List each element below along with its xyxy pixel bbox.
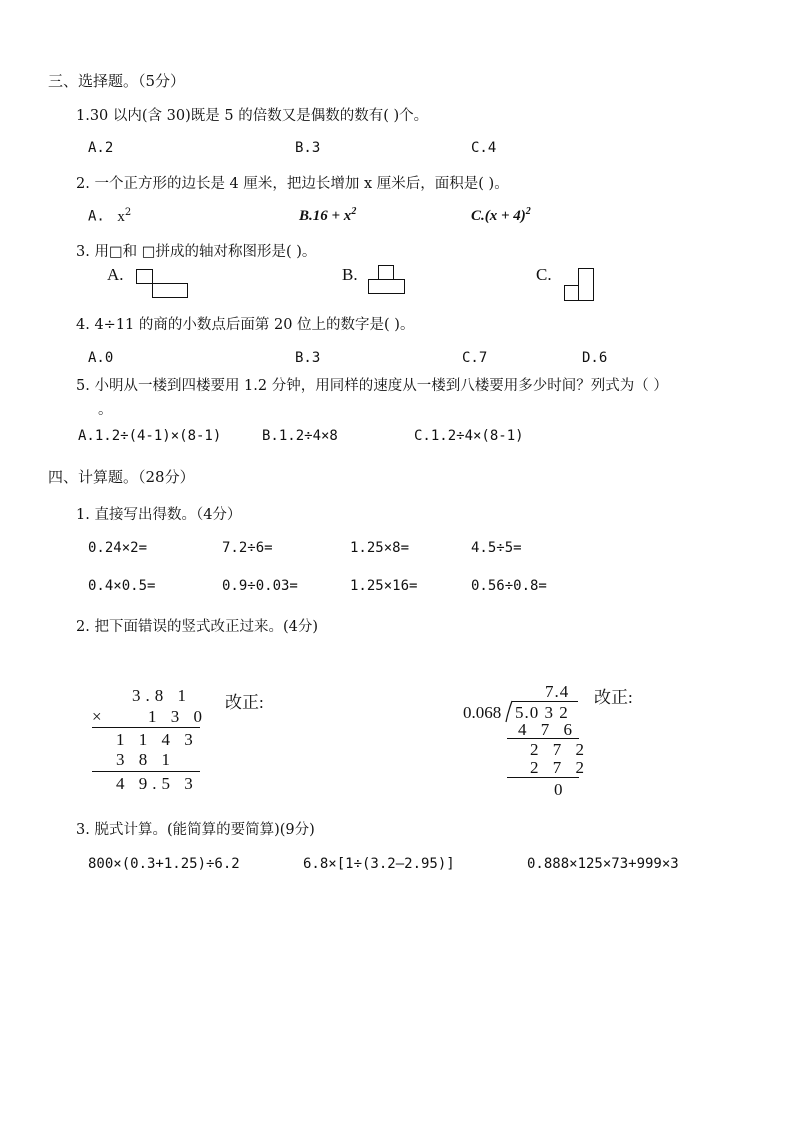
section3-title: 三、选择题。（5分） — [48, 72, 186, 90]
div-step-3: 2 7 2 — [530, 758, 589, 777]
question-3-text: 3. 用□和 □拼成的轴对称图形是( )。 — [76, 244, 317, 260]
q2-option-a-prefix: A. — [88, 208, 105, 225]
div-step-1: 4 7 6 — [518, 720, 577, 739]
q2-option-b-sup: 2 — [351, 206, 357, 217]
mult-partial-2: 3 8 1 — [116, 750, 175, 769]
section4-title: 四、计算题。（28分） — [48, 468, 195, 486]
question-4-text: 4. 4÷11 的商的小数点后面第 20 位上的数字是( )。 — [76, 317, 415, 333]
mult-operator: × — [92, 707, 107, 726]
q5-option-a: A.1.2÷(4-1)×(8-1) — [78, 428, 222, 444]
q2-option-a — [88, 207, 131, 226]
q4-option-c: C.7 — [462, 350, 488, 366]
mult-multiplier: 1 3 0 — [148, 707, 207, 726]
q4-option-a: A.0 — [88, 350, 114, 366]
q4-option-d: D.6 — [582, 350, 608, 366]
expression-item: 800×(0.3+1.25)÷6.2 — [88, 856, 240, 872]
q3-figure-c-square — [565, 286, 579, 301]
div-bracket-path — [506, 701, 512, 722]
mult-top-number: 3.8 1 — [132, 686, 191, 705]
q3-option-a: A. — [107, 265, 124, 284]
q2-option-a-expr: x — [117, 208, 125, 225]
div-step-2: 2 7 2 — [530, 740, 589, 759]
div-line-1 — [507, 738, 579, 739]
q2-option-a-sup: 2 — [124, 207, 132, 218]
q5-option-c: C.1.2÷4×(8-1) — [414, 428, 524, 444]
q3-figure-c-rect — [579, 269, 594, 301]
q3-figure-b — [368, 265, 408, 295]
calc-question-1-text: 1. 直接写出得数。（4分） — [76, 507, 242, 523]
calc-item: 1.25×8= — [350, 540, 410, 556]
q3-option-c: C. — [536, 265, 552, 284]
q1-option-c: C.4 — [471, 140, 497, 156]
div-remainder: 0 — [554, 780, 568, 799]
q3-figure-a-square — [137, 270, 153, 284]
calc-item: 7.2÷6= — [222, 540, 273, 556]
div-quotient: 7.4 — [545, 682, 570, 701]
calc-item: 0.9÷0.03= — [222, 578, 298, 594]
q2-option-c — [471, 206, 531, 225]
calc-question-2-text: 2. 把下面错误的竖式改正过来。(4分) — [76, 619, 318, 635]
q1-option-a: A.2 — [88, 140, 114, 156]
div-correct-label: 改正: — [594, 688, 633, 707]
calc-item: 4.5÷5= — [471, 540, 522, 556]
question-2-text: 2. 一个正方形的边长是 4 厘米，把边长增加 x 厘米后，面积是( )。 — [76, 176, 509, 192]
q5-option-b: B.1.2÷4×8 — [262, 428, 338, 444]
calc-item: 0.24×2= — [88, 540, 148, 556]
div-top-line — [512, 701, 578, 702]
mult-correct-label: 改正: — [225, 693, 264, 712]
calc-item: 0.4×0.5= — [88, 578, 156, 594]
question-1-text: 1.30 以内(含 30)既是 5 的倍数又是偶数的数有( )个。 — [76, 108, 429, 124]
expression-item: 0.888×125×73+999×3 — [527, 856, 679, 872]
q3-figure-b-square — [379, 266, 394, 280]
question-5-text-cont: 。 — [98, 402, 113, 418]
mult-partial-1: 1 1 4 3 — [116, 730, 198, 749]
q3-figure-c — [564, 268, 600, 304]
div-dividend: 5.0 3 2 — [515, 703, 569, 722]
q2-option-c-expr: C.(x + 4) — [471, 208, 526, 224]
q1-option-b: B.3 — [295, 140, 321, 156]
q4-option-b: B.3 — [295, 350, 321, 366]
question-5-text: 5. 小明从一楼到四楼要用 1.2 分钟，用同样的速度从一楼到八楼要用多少时间？列式为（ ） — [76, 378, 668, 394]
calc-question-3-text: 3. 脱式计算。(能简算的要简算)(9分) — [76, 822, 315, 838]
calc-item: 1.25×16= — [350, 578, 418, 594]
calc-item: 0.56÷0.8= — [471, 578, 547, 594]
div-line-2 — [507, 777, 579, 778]
expression-item: 6.8×[1÷(3.2—2.95)] — [303, 856, 455, 872]
q3-option-b: B. — [342, 265, 358, 284]
mult-result: 4 9.5 3 — [116, 774, 198, 793]
mult-line-2 — [92, 771, 200, 772]
q2-option-c-sup: 2 — [525, 206, 531, 217]
div-divisor: 0.068 — [463, 703, 502, 722]
q2-option-b — [299, 206, 356, 225]
mult-line-1 — [92, 727, 200, 728]
q3-figure-a — [136, 269, 192, 299]
q3-figure-a-rect — [153, 284, 188, 298]
div-bracket — [505, 700, 515, 724]
q2-option-b-expr: B.16 + x — [299, 208, 352, 224]
q3-figure-b-rect — [369, 280, 405, 294]
